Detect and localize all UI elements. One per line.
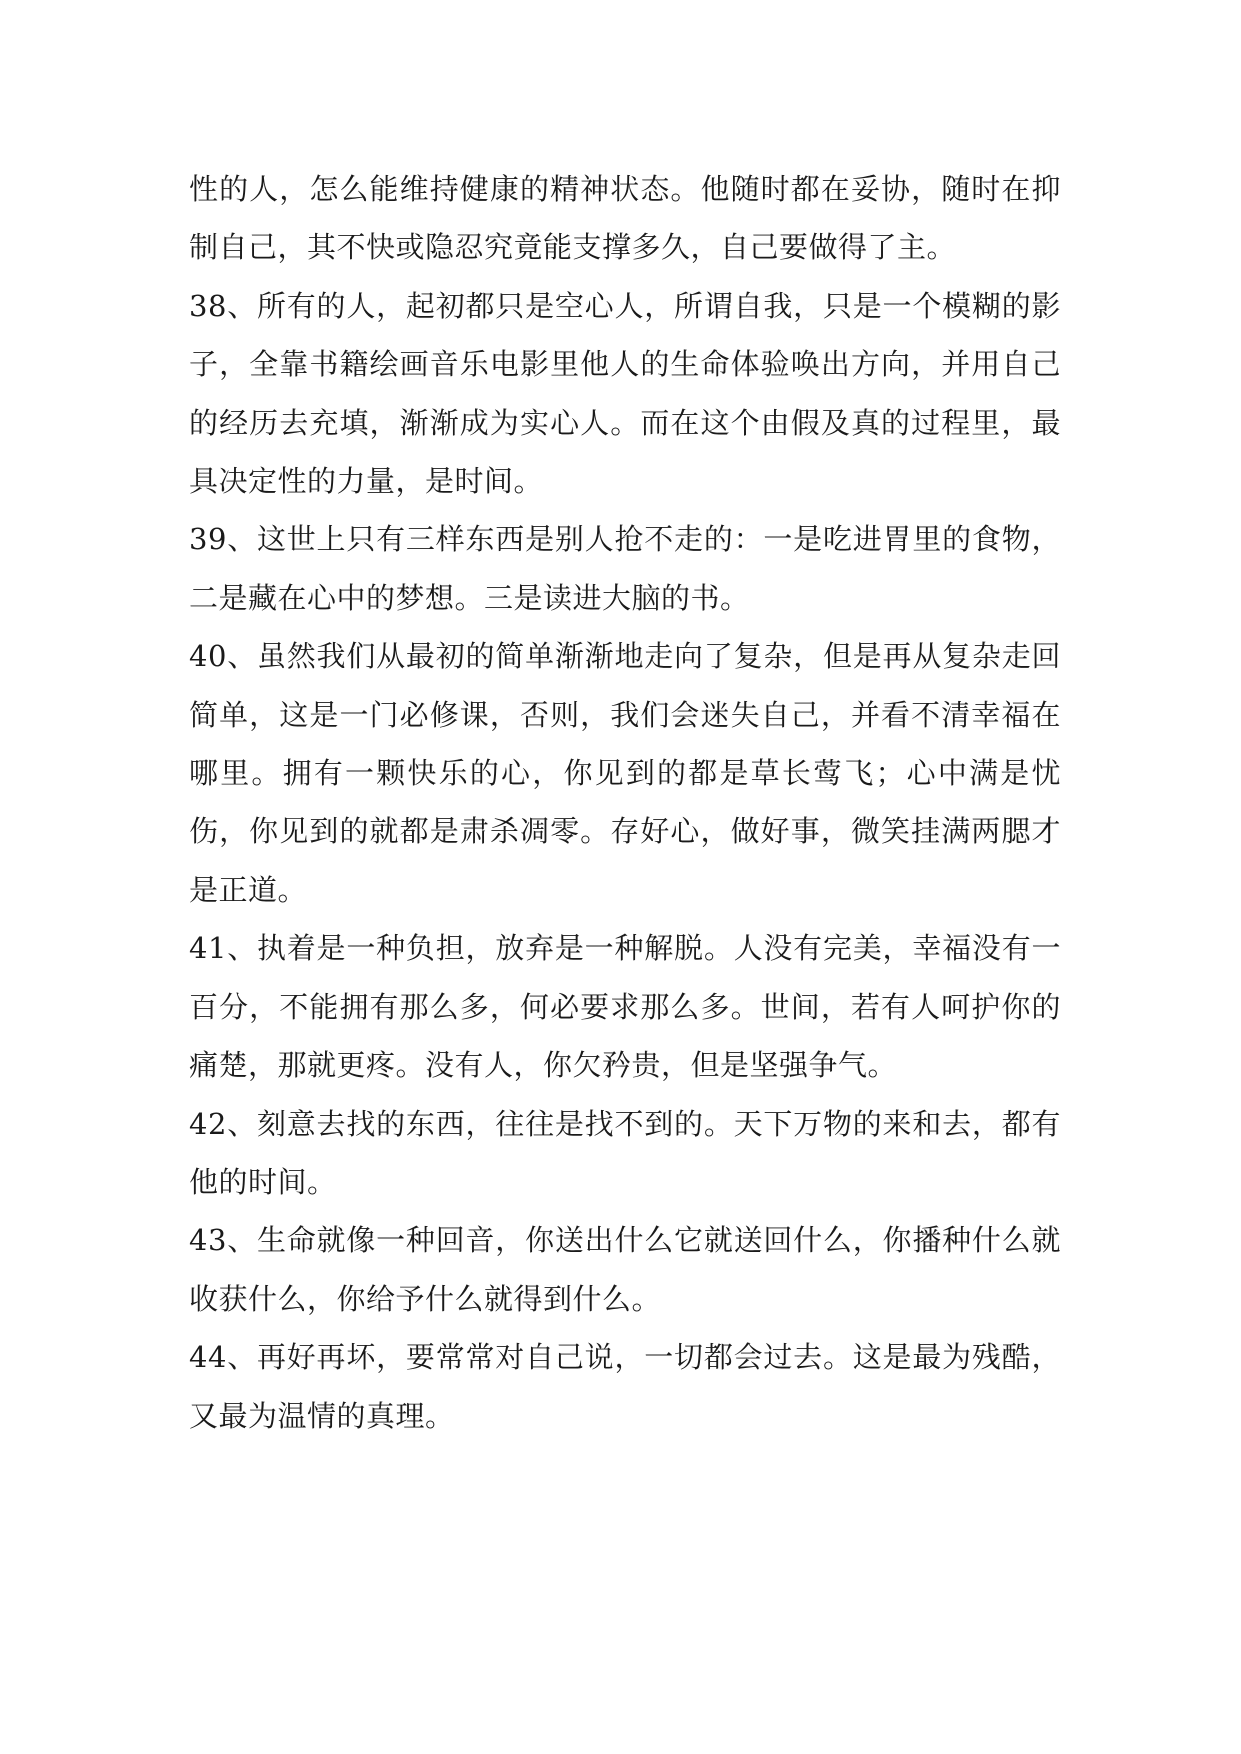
document-body	[189, 160, 1061, 1445]
paragraph-43: 43、生命就像一种回音，你送出什么它就送回什么，你播种什么就收获什么，你给予什么就得到什么。	[189, 1223, 1061, 1316]
paragraph-continued: 性的人，怎么能维持健康的精神状态。他随时都在妥协，随时在抑制自己，其不快或隐忍究竟能支撑多久，自己要做得了主。	[189, 172, 1061, 265]
paragraph-44: 44、再好再坏，要常常对自己说，一切都会过去。这是最为残酷，又最为温情的真理。	[189, 1340, 1061, 1433]
paragraph-40: 40、虽然我们从最初的简单渐渐地走向了复杂，但是再从复杂走回简单，这是一门必修课，否则，我们会迷失自己，并看不清幸福在哪里。拥有一颗快乐的心，你见到的都是草长莺飞；心中满是忧伤，你见到的就都是肃杀凋零。存好心，做好事，微笑挂满两腮才是正道。	[189, 639, 1061, 907]
paragraph-41: 41、执着是一种负担，放弃是一种解脱。人没有完美，幸福没有一百分，不能拥有那么多，何必要求那么多。世间，若有人呵护你的痛楚，那就更疼。没有人，你欠矜贵，但是坚强争气。	[189, 931, 1061, 1083]
paragraph-39: 39、这世上只有三样东西是别人抢不走的：一是吃进胃里的食物，二是藏在心中的梦想。三是读进大脑的书。	[189, 522, 1061, 615]
paragraph-42: 42、刻意去找的东西，往往是找不到的。天下万物的来和去，都有他的时间。	[189, 1106, 1061, 1199]
paragraph-38: 38、所有的人，起初都只是空心人，所谓自我，只是一个模糊的影子，全靠书籍绘画音乐电影里他人的生命体验唤出方向，并用自己的经历去充填，渐渐成为实心人。而在这个由假及真的过程里，最具决定性的力量，是时间。	[189, 288, 1061, 499]
